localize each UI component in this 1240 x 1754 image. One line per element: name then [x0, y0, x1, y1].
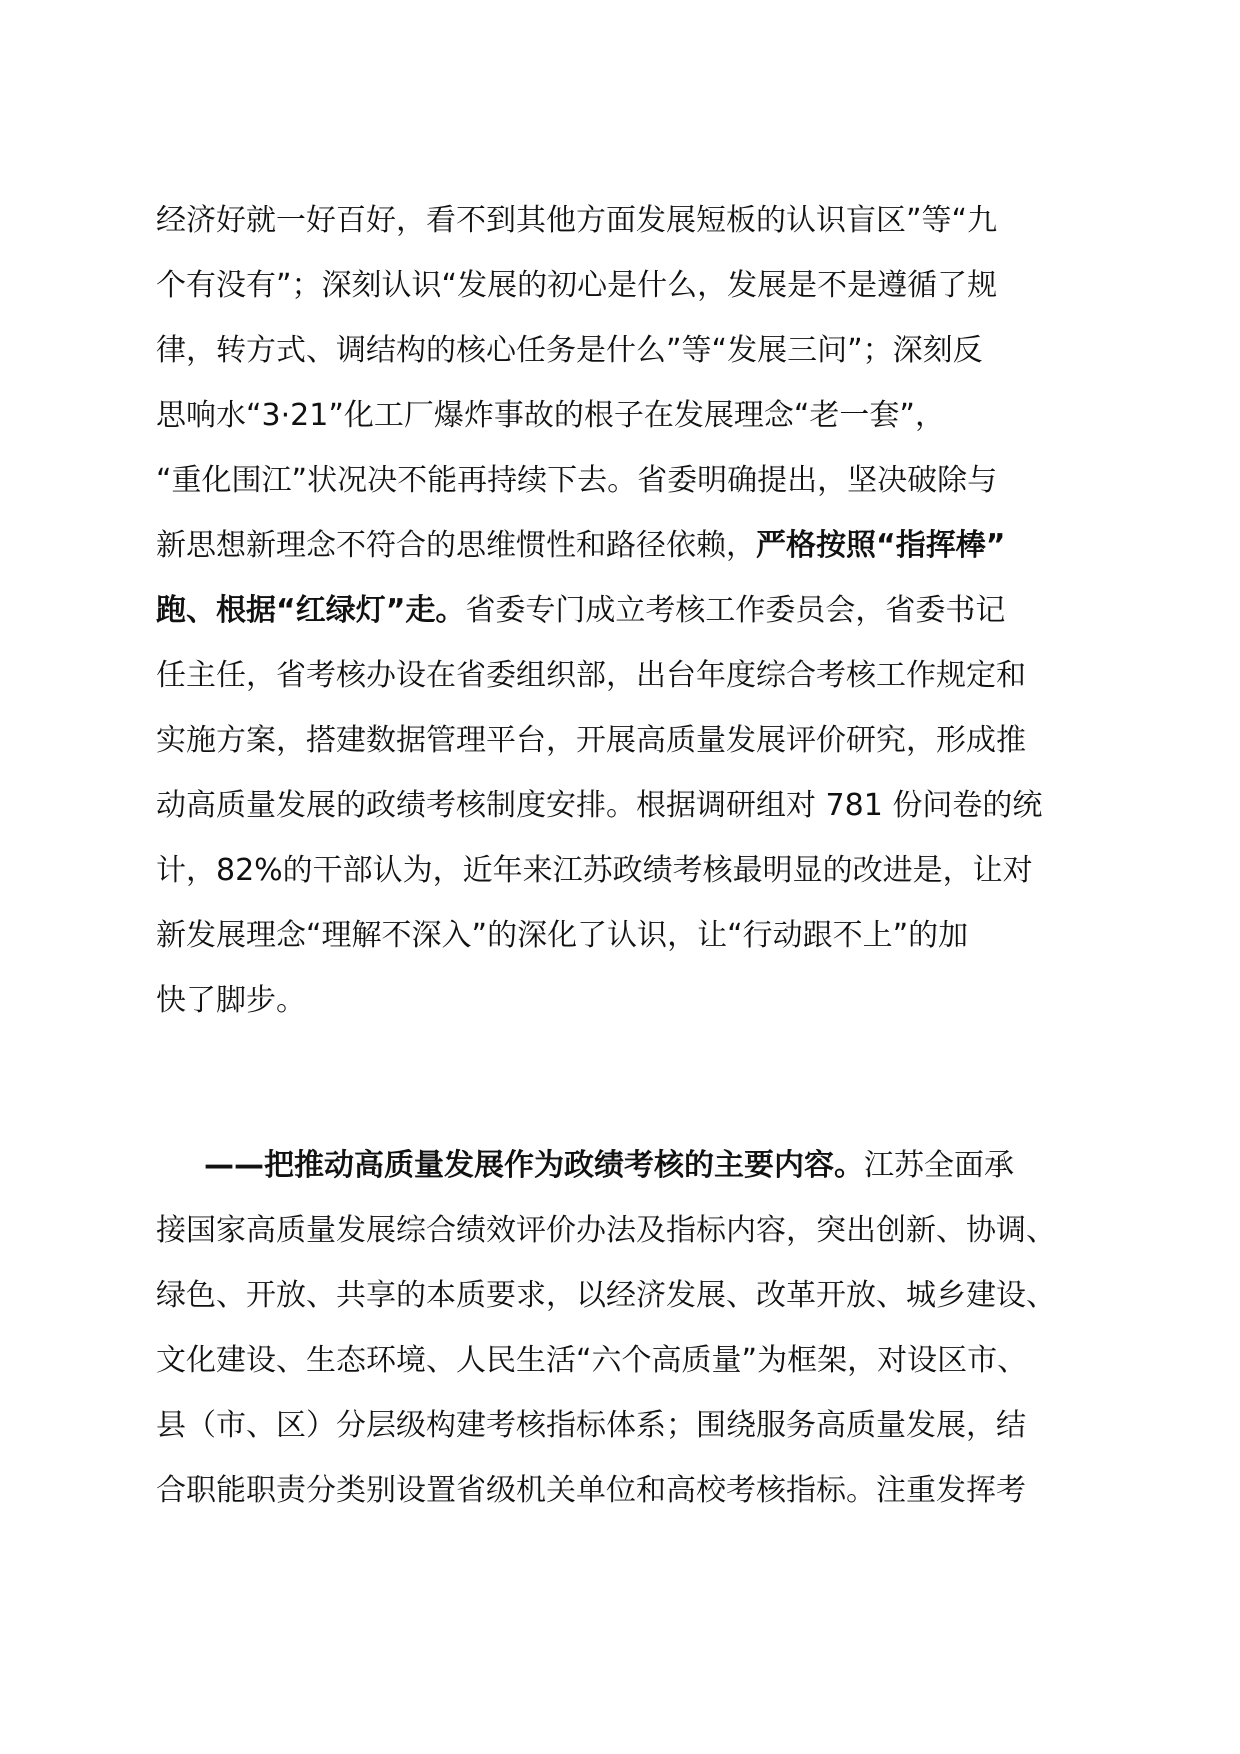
bold-emphasis: 严格按照“指挥棒”	[756, 528, 1006, 563]
paragraph-2	[156, 1133, 1086, 1523]
text-line	[156, 1328, 1086, 1393]
text-segment: 新思想新理念不符合的思维惯性和路径依赖，	[156, 528, 756, 563]
text-line	[156, 578, 1086, 643]
text-line	[156, 448, 1086, 513]
text-line	[156, 1263, 1086, 1328]
text-line	[156, 903, 1086, 968]
text-segment: 任主任，省考核办设在省委组织部，出台年度综合考核工作规定和	[156, 658, 1026, 693]
text-line	[156, 1133, 1086, 1198]
text-line	[156, 643, 1086, 708]
text-segment: 思响水“3·21”化工厂爆炸事故的根子在发展理念“老一套”，	[156, 398, 945, 433]
text-segment: 新发展理念“理解不深入”的深化了认识，让“行动跟不上”的加	[156, 918, 969, 953]
text-line	[156, 513, 1086, 578]
paragraph-1	[156, 188, 1086, 1033]
text-segment: 快了脚步。	[156, 983, 306, 1018]
text-segment: 动高质量发展的政绩考核制度安排。根据调研组对 781 份问卷的统	[156, 788, 1043, 823]
text-segment: 个有没有”；深刻认识“发展的初心是什么，发展是不是遵循了规	[156, 268, 998, 303]
text-segment: 江苏全面承	[864, 1148, 1014, 1183]
text-line	[156, 1458, 1086, 1523]
text-line	[156, 708, 1086, 773]
text-line	[156, 838, 1086, 903]
text-segment: 律，转方式、调结构的核心任务是什么”等“发展三问”；深刻反	[156, 333, 983, 368]
text-segment: 省委专门成立考核工作委员会，省委书记	[465, 593, 1006, 628]
text-segment: 接国家高质量发展综合绩效评价办法及指标内容，突出创新、协调、	[156, 1213, 1056, 1248]
text-line	[156, 188, 1086, 253]
text-line	[156, 383, 1086, 448]
text-line	[156, 1393, 1086, 1458]
text-segment: “重化围江”状况决不能再持续下去。省委明确提出，坚决破除与	[156, 463, 998, 498]
text-segment: 县（市、区）分层级构建考核指标体系；围绕服务高质量发展，结	[156, 1408, 1026, 1443]
text-segment: 合职能职责分类别设置省级机关单位和高校考核指标。注重发挥考	[156, 1473, 1026, 1508]
text-line	[156, 318, 1086, 383]
text-line	[156, 1198, 1086, 1263]
section-heading: ——把推动高质量发展作为政绩考核的主要内容。	[204, 1148, 864, 1183]
text-segment: 经济好就一好百好，看不到其他方面发展短板的认识盲区”等“九	[156, 203, 998, 238]
text-segment: 计，82%的干部认为，近年来江苏政绩考核最明显的改进是，让对	[156, 853, 1033, 888]
text-line	[156, 253, 1086, 318]
text-segment: 文化建设、生态环境、人民生活“六个高质量”为框架，对设区市、	[156, 1343, 1028, 1378]
text-segment: 绿色、开放、共享的本质要求，以经济发展、改革开放、城乡建设、	[156, 1278, 1056, 1313]
text-segment: 实施方案，搭建数据管理平台，开展高质量发展评价研究，形成推	[156, 723, 1026, 758]
text-line	[156, 773, 1086, 838]
bold-emphasis: 跑、根据“红绿灯”走。	[156, 593, 466, 628]
text-line	[156, 968, 1086, 1033]
